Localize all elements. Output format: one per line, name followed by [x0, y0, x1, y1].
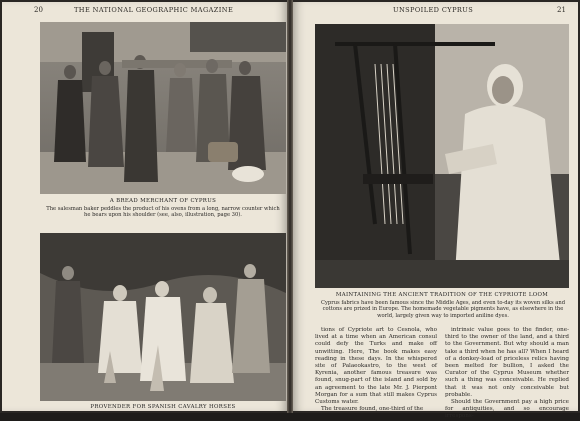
provender-photo — [40, 233, 286, 401]
bread-merchant-caption-text: The salesman baker peddles the product of his ovens from a long, narrow counter which he bears upon his shoulder (see, also, illustration, page 30). — [46, 206, 280, 219]
loom-caption-text: Cyprus fabrics have been famous since the Middle Ages, and even to-day its woven silks and cottons are prized in Europe. The homemade vegetable pigments have, as elsewhere in the world, largely given way to imported aniline dyes. — [321, 300, 566, 319]
body-column-right-paragraph-1: intrinsic value goes to the finder, one-third to the owner of the land, and a third to the Government. But why should a man take a third when he has all? When I heard of a donkey-load of priceless relics having been melted for bullion, I asked the Curator of the Cyprus Museum whether such a thing was conceivable. He replied that it was not only conceivable but probable. — [445, 327, 569, 398]
body-column-right-paragraph-2: Should the Government pay a high price for antiquities, and so encourage irrespons- — [445, 399, 569, 420]
body-column-left-paragraph-2: The treasure found, one-third of the — [321, 406, 424, 413]
left-running-head: THE NATIONAL GEOGRAPHIC MAGAZINE — [74, 6, 234, 14]
bread-merchant-caption-title: A BREAD MERCHANT OF CYPRUS — [109, 198, 217, 204]
right-page-number: 21 — [557, 6, 566, 14]
right-running-head: UNSPOILED CYPRUS — [393, 6, 474, 14]
left-page-number: 20 — [34, 6, 43, 14]
body-column-left-paragraph-1: tions of Cypriote art to Cesnola, who lived at a time when an American consul could defy the Turks and make off unwitting. Here, The book makes easy reading in these days. In the whispered site of Palaeokastro, to the west of Kyrenia, another famous treasure was found, snug-part of the island and sold by an agreement to the late Mr. J. Pierpont Morgan for a sum that still makes Cyprus Customs water. — [315, 327, 437, 406]
body-column-left — [315, 327, 437, 411]
provender-caption-title: PROVENDER FOR SPANISH CAVALRY HORSES — [90, 404, 236, 410]
left-page — [2, 2, 287, 411]
loom-caption-title: MAINTAINING THE ANCIENT TRADITION OF THE CYPRIOTE LOOM — [335, 292, 549, 298]
body-column-right — [445, 327, 569, 420]
right-page — [293, 2, 578, 420]
loom-photo — [315, 24, 569, 288]
bread-merchant-photo — [40, 22, 286, 194]
